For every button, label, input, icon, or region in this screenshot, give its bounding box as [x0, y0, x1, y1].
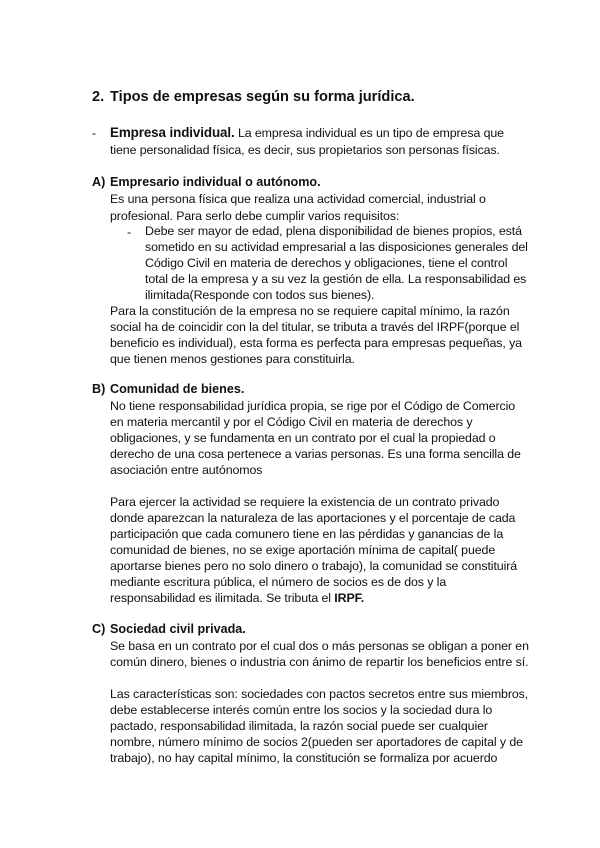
section-a-bullet-line: total de la empresa y a su vez la gestión de ella. La responsabilidad es — [145, 272, 527, 286]
section-b-p1-line: derecho de una cosa pertenece a varias personas. Es una forma sencilla de — [110, 447, 521, 461]
page-title: Tipos de empresas según su forma jurídica. — [110, 89, 415, 105]
section-b-p2-last-line — [110, 591, 364, 605]
section-c-p2-line: debe establecerse interés común entre los socios y la sociedad dura lo — [110, 703, 493, 717]
section-a-p2-line: beneficio es individual), esta forma es perfecta para empresas pequeñas, ya — [110, 336, 522, 350]
section-a-p2-line: Para la constitución de la empresa no se requiere capital mínimo, la razón — [110, 304, 510, 318]
section-a-bullet-line: sometido en su actividad empresarial a las disposiciones generales del — [145, 240, 528, 254]
section-a-p2-line: social ha de coincidir con la del titular, se tributa a través del IRPF(porque el — [110, 320, 520, 334]
section-a-bullet-line: Debe ser mayor de edad, plena disponibilidad de bienes propios, está — [145, 224, 522, 238]
section-b-p1-line: obligaciones, y se fundamenta en un contrato por el cual la propiedad o — [110, 431, 496, 445]
section-c-p1-line: Se basa en un contrato por el cual dos o más personas se obligan a poner en — [110, 639, 529, 653]
section-b-p2-line: participación que cada comunero tiene en las pérdidas y ganancias de la — [110, 527, 504, 541]
section-b-p2-line: mediante escritura pública, el número de socios es de dos y la — [110, 575, 447, 589]
section-b-p2-line: aportarse bienes pero no solo dinero o trabajo), la comunidad se constituirá — [110, 559, 518, 573]
section-b-letter: B) — [92, 382, 106, 396]
section-c-p2-line: nombre, número mínimo de socios 2(pueden ser aportadores de capital y de — [110, 735, 523, 749]
section-b-title: Comunidad de bienes. — [110, 382, 245, 396]
section-b-p2-last-prefix: responsabilidad es ilimitada. Se tributa el — [110, 591, 335, 605]
section-a-p1-line: Es una persona física que realiza una actividad comercial, industrial o — [110, 192, 486, 206]
intro-line-2: tiene personalidad física, es decir, sus propietarios son personas físicas. — [110, 143, 500, 157]
section-c-p2-line: pactado, responsabilidad ilimitada, la razón social puede ser cualquier — [110, 719, 488, 733]
section-c-letter: C) — [92, 622, 106, 636]
section-b-p1-line: asociación entre autónomos — [110, 463, 263, 477]
intro-line-1-rest: La empresa individual es un tipo de empresa que — [234, 126, 504, 140]
section-c-title: Sociedad civil privada. — [110, 622, 246, 636]
intro-bullet: - — [92, 126, 97, 140]
section-a-title: Empresario individual o autónomo. — [110, 175, 321, 189]
section-a-bullet: - — [127, 225, 132, 239]
intro-line-1 — [110, 125, 504, 140]
section-number: 2. — [92, 89, 105, 105]
section-b-p1-line: No tiene responsabilidad jurídica propia, se rige por el Código de Comercio — [110, 399, 516, 413]
section-b-p2-line: comunidad de bienes, no se exige aportación mínima de capital( puede — [110, 543, 496, 557]
section-c-p2-line: Las características son: sociedades con pactos secretos entre sus miembros, — [110, 687, 529, 701]
section-b-p2-line: Para ejercer la actividad se requiere la existencia de un contrato privado — [110, 495, 500, 509]
section-a-bullet-line: ilimitada(Responde con todos sus bienes). — [145, 288, 375, 302]
section-a-p2-line: que tienen menos gestiones para constituirla. — [110, 352, 355, 366]
section-c-p2-line: trabajo), no hay capital mínimo, la constitución se formaliza por acuerdo — [110, 751, 498, 765]
section-a-p1-line: profesional. Para serlo debe cumplir varios requisitos: — [110, 209, 400, 223]
section-a-bullet-line: Código Civil en materia de derechos y obligaciones, tiene el control — [145, 256, 508, 270]
section-c-p1-line: común dinero, bienes o industria con ánimo de repartir los beneficios entre sí. — [110, 655, 529, 669]
section-b-p1-line: en materia mercantil y por el Código Civil en materia de derechos y — [110, 415, 473, 429]
section-b-irpf: IRPF. — [334, 591, 365, 605]
intro-term: Empresa individual. — [110, 125, 235, 140]
section-b-p2-line: donde aparezcan la naturaleza de las aportaciones y el porcentaje de cada — [110, 511, 516, 525]
section-a-letter: A) — [92, 175, 106, 189]
